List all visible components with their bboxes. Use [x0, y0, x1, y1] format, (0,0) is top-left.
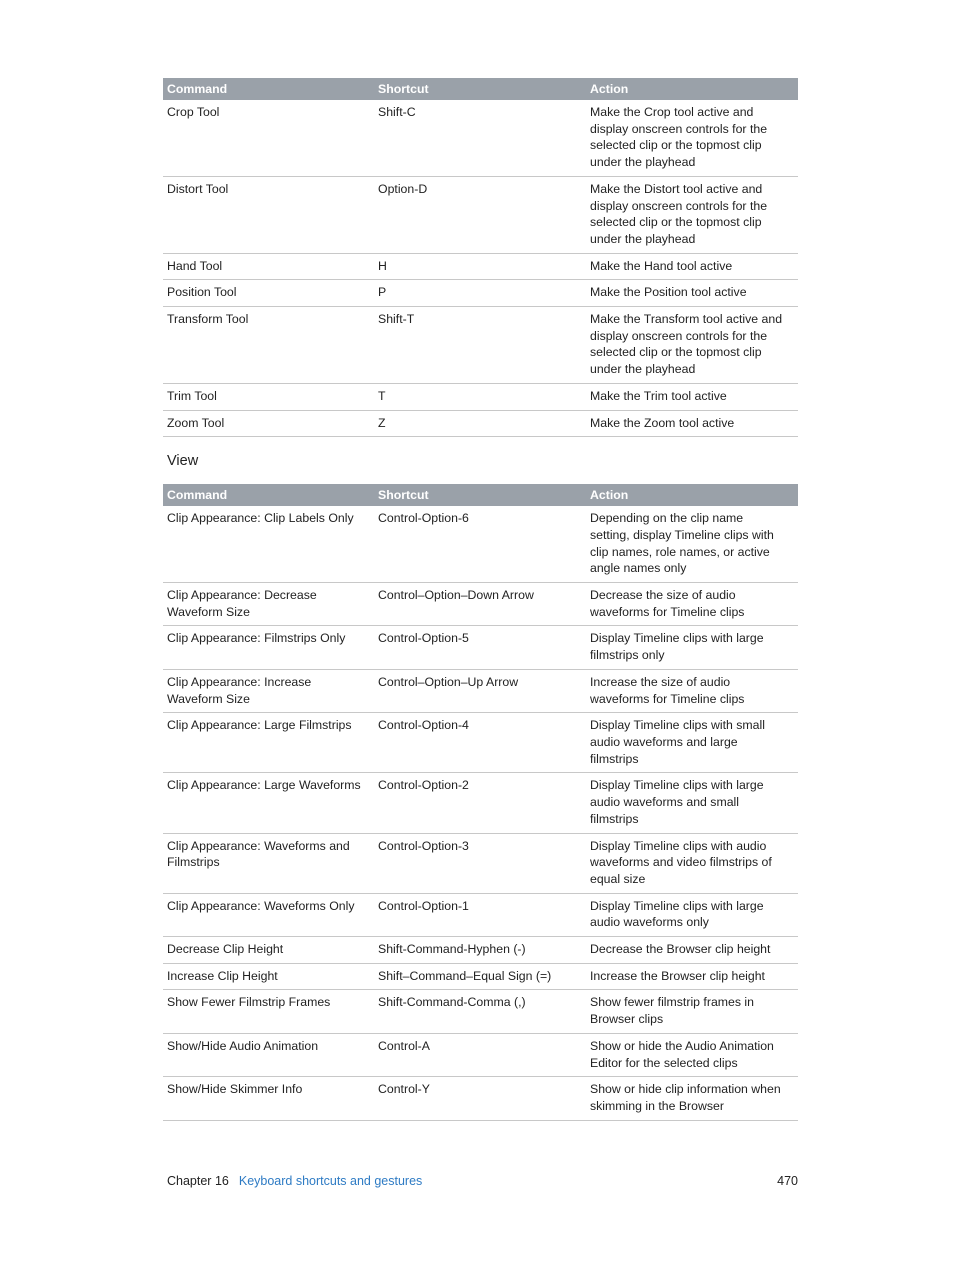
command-cell: Zoom Tool	[163, 410, 374, 437]
action-cell: Depending on the clip name setting, display Timeline clips with clip names, role names, or active angle names only	[586, 506, 798, 582]
shortcut-cell: Control–Option–Down Arrow	[374, 583, 586, 626]
shortcut-cell: Control-Option-5	[374, 626, 586, 669]
shortcut-cell: Control-Option-1	[374, 893, 586, 936]
shortcut-cell: Control-Option-6	[374, 506, 586, 582]
shortcut-cell: Control-Option-3	[374, 833, 586, 893]
action-cell: Make the Transform tool active and display onscreen controls for the selected clip or the topmost clip under the playhead	[586, 307, 798, 384]
table-row	[163, 937, 798, 964]
table-row	[163, 963, 798, 990]
command-cell: Clip Appearance: Large Filmstrips	[163, 713, 374, 773]
action-cell: Make the Trim tool active	[586, 383, 798, 410]
table-row	[163, 383, 798, 410]
command-cell: Clip Appearance: Decrease Waveform Size	[163, 583, 374, 626]
action-cell: Display Timeline clips with small audio waveforms and large filmstrips	[586, 713, 798, 773]
action-cell: Decrease the Browser clip height	[586, 937, 798, 964]
action-cell: Display Timeline clips with large filmstrips only	[586, 626, 798, 669]
column-header-shortcut: Shortcut	[374, 484, 586, 506]
column-header-command: Command	[163, 484, 374, 506]
shortcut-cell: T	[374, 383, 586, 410]
command-cell: Decrease Clip Height	[163, 937, 374, 964]
action-cell: Increase the Browser clip height	[586, 963, 798, 990]
action-cell: Display Timeline clips with large audio waveforms only	[586, 893, 798, 936]
shortcut-cell: P	[374, 280, 586, 307]
table-header-row	[163, 78, 798, 100]
shortcut-cell: Option-D	[374, 176, 586, 253]
shortcut-cell: H	[374, 253, 586, 280]
command-cell: Position Tool	[163, 280, 374, 307]
footer-chapter-title-link[interactable]: Keyboard shortcuts and gestures	[238, 1174, 423, 1188]
table-row	[163, 410, 798, 437]
command-cell: Distort Tool	[163, 176, 374, 253]
action-cell: Make the Zoom tool active	[586, 410, 798, 437]
table-row	[163, 990, 798, 1033]
table-row	[163, 1077, 798, 1120]
action-cell: Display Timeline clips with audio waveforms and video filmstrips of equal size	[586, 833, 798, 893]
table-row	[163, 669, 798, 712]
shortcut-cell: Z	[374, 410, 586, 437]
tools-shortcuts-table	[163, 78, 798, 437]
table-row	[163, 1033, 798, 1076]
column-header-action: Action	[586, 484, 798, 506]
view-shortcuts-table	[163, 484, 798, 1120]
command-cell: Clip Appearance: Increase Waveform Size	[163, 669, 374, 712]
table-row	[163, 626, 798, 669]
command-cell: Clip Appearance: Filmstrips Only	[163, 626, 374, 669]
table-row	[163, 773, 798, 833]
command-cell: Hand Tool	[163, 253, 374, 280]
shortcut-cell: Control–Option–Up Arrow	[374, 669, 586, 712]
shortcut-cell: Shift–Command–Equal Sign (=)	[374, 963, 586, 990]
table-row	[163, 893, 798, 936]
footer-page-number: 470	[777, 1174, 798, 1188]
table-row	[163, 176, 798, 253]
command-cell: Clip Appearance: Waveforms Only	[163, 893, 374, 936]
action-cell: Show or hide clip information when skimming in the Browser	[586, 1077, 798, 1120]
table-row	[163, 280, 798, 307]
action-cell: Make the Hand tool active	[586, 253, 798, 280]
action-cell: Increase the size of audio waveforms for Timeline clips	[586, 669, 798, 712]
command-cell: Show Fewer Filmstrip Frames	[163, 990, 374, 1033]
column-header-command: Command	[163, 78, 374, 100]
shortcut-cell: Shift-Command-Hyphen (-)	[374, 937, 586, 964]
command-cell: Transform Tool	[163, 307, 374, 384]
page-footer	[167, 1173, 798, 1189]
table-row	[163, 253, 798, 280]
action-cell: Make the Position tool active	[586, 280, 798, 307]
shortcut-cell: Control-A	[374, 1033, 586, 1076]
section-heading-view: View	[167, 453, 199, 470]
command-cell: Increase Clip Height	[163, 963, 374, 990]
action-cell: Decrease the size of audio waveforms for Timeline clips	[586, 583, 798, 626]
shortcut-cell: Control-Option-4	[374, 713, 586, 773]
action-cell: Make the Crop tool active and display onscreen controls for the selected clip or the topmost clip under the playhead	[586, 100, 798, 176]
action-cell: Show or hide the Audio Animation Editor for the selected clips	[586, 1033, 798, 1076]
column-header-action: Action	[586, 78, 798, 100]
table-row	[163, 506, 798, 582]
table-row	[163, 307, 798, 384]
shortcut-cell: Control-Y	[374, 1077, 586, 1120]
page-content	[163, 78, 798, 1121]
command-cell: Clip Appearance: Waveforms and Filmstrips	[163, 833, 374, 893]
command-cell: Show/Hide Skimmer Info	[163, 1077, 374, 1120]
table-row	[163, 100, 798, 176]
command-cell: Clip Appearance: Clip Labels Only	[163, 506, 374, 582]
table-row	[163, 833, 798, 893]
command-cell: Clip Appearance: Large Waveforms	[163, 773, 374, 833]
shortcut-cell: Shift-T	[374, 307, 586, 384]
shortcut-cell: Control-Option-2	[374, 773, 586, 833]
command-cell: Trim Tool	[163, 383, 374, 410]
column-header-shortcut: Shortcut	[374, 78, 586, 100]
shortcut-cell: Shift-Command-Comma (,)	[374, 990, 586, 1033]
command-cell: Show/Hide Audio Animation	[163, 1033, 374, 1076]
table-row	[163, 713, 798, 773]
command-cell: Crop Tool	[163, 100, 374, 176]
action-cell: Show fewer filmstrip frames in Browser clips	[586, 990, 798, 1033]
table-header-row	[163, 484, 798, 506]
table-row	[163, 583, 798, 626]
shortcut-cell: Shift-C	[374, 100, 586, 176]
footer-chapter-number: Chapter 16	[167, 1174, 229, 1188]
action-cell: Display Timeline clips with large audio waveforms and small filmstrips	[586, 773, 798, 833]
action-cell: Make the Distort tool active and display onscreen controls for the selected clip or the topmost clip under the playhead	[586, 176, 798, 253]
